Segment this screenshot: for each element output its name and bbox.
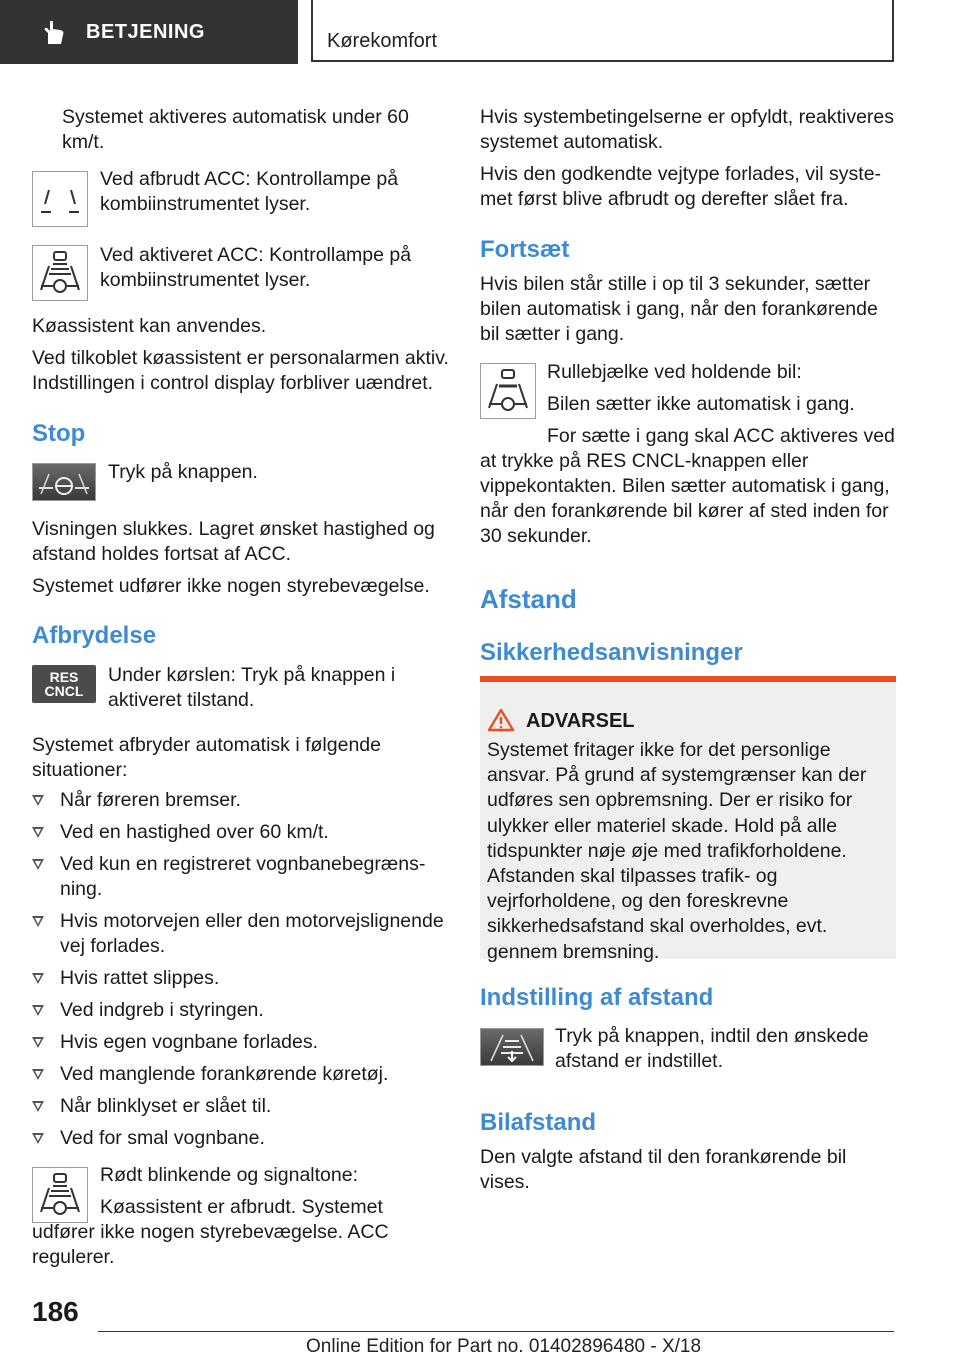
paragraph: Køassistent kan anvendes. <box>32 315 267 337</box>
bullet-triangle-icon <box>32 916 44 927</box>
list-item-text: Hvis rattet slippes. <box>60 967 220 989</box>
list-item-text: Ved for smal vognbane. <box>60 1127 265 1149</box>
bullet-triangle-icon <box>32 973 44 984</box>
paragraph: Bilen sætter ikke automatisk i gang. <box>547 393 855 415</box>
heading-afbrydelse: Afbrydelse <box>32 622 157 649</box>
list-item-text: Hvis motorvejen eller den motorvejslignende vej forlades. <box>60 910 444 957</box>
warning-text: Systemet fritager ikke for det personlige ansvar. På grund af systemgrænser kan der udføres sen opbremsning. Der er risiko for ulykker eller materiel skade. Hold på alle tidspunkter nøje øje med trafikforholdene. Afstanden skal tilpasses trafik- og vejrforholdene, og den foreskrevne sikkerhedsafstand skal overholdes, evt. gennem bremsning. <box>487 739 867 963</box>
bullet-triangle-icon <box>32 1133 44 1144</box>
paragraph: Hvis systembetingelserne er opfyldt, reaktiveres systemet automatisk. <box>480 106 895 153</box>
list-item-text: Ved kun en registreret vognbanebegrænsning. <box>60 853 426 900</box>
heading-indstilling-af-afstand: Indstilling af afstand <box>480 984 714 1011</box>
paragraph: Tryk på knappen. <box>108 461 258 483</box>
heading-afstand: Afstand <box>480 584 577 614</box>
chapter-title: Kørekomfort <box>327 30 438 52</box>
list-item-text: Hvis egen vognbane forlades. <box>60 1031 319 1053</box>
paragraph: Under kørslen: Tryk på knappen i aktiveret tilstand. <box>108 664 396 711</box>
paragraph: Tryk på knappen, indtil den ønskede afstand er indstillet. <box>555 1025 869 1072</box>
paragraph: Visningen slukkes. Lagret ønsket hastighed og afstand holdes fortsat af ACC. <box>32 518 435 565</box>
chapter-tab <box>311 0 894 62</box>
paragraph: Ved afbrudt ACC: Kontrollampe på kombiinstrumentet lyser. <box>100 168 399 215</box>
hand-pointer-icon <box>42 19 66 45</box>
bullet-triangle-icon <box>32 1037 44 1048</box>
paragraph: Systemet afbryder automatisk i følgende situationer: <box>32 734 381 781</box>
bullet-triangle-icon <box>32 827 44 838</box>
warning-title: ADVARSEL <box>526 710 635 732</box>
edition-note: Online Edition for Part no. 01402896480 - X/18 <box>306 1336 702 1357</box>
heading-sikkerhedsanvisninger: Sikkerhedsanvisninger <box>480 639 743 666</box>
footer-divider <box>98 1331 894 1332</box>
paragraph: Systemet udfører ikke nogen styrebevægelse. <box>32 575 430 597</box>
acc-active-lamp-icon <box>32 245 88 301</box>
list-item-text: Når føreren bremser. <box>60 789 241 811</box>
paragraph: Hvis den godkendte vejtype forlades, vil systemet først blive afbrudt og derefter slået fra. <box>480 163 882 210</box>
paragraph: Hvis bilen står stille i op til 3 sekunder, sætter bilen automatisk i gang, når den forankørende bil sætter i gang. <box>480 273 878 345</box>
list-item-text: Når blinklyset er slået til. <box>60 1095 272 1117</box>
bullet-triangle-icon <box>32 795 44 806</box>
section-title: BETJENING <box>86 20 205 43</box>
warning-box <box>480 676 896 963</box>
heading-stop: Stop <box>32 420 86 447</box>
paragraph: Den valgte afstand til den forankørende bil vises. <box>480 1146 847 1193</box>
roll-bar-lamp-icon <box>480 363 536 419</box>
bullet-triangle-icon <box>32 1005 44 1016</box>
paragraph: For sætte i gang skal ACC aktiveres ved at trykke på RES CNCL-knappen eller vippekontakten. Bilen sætter automatisk i gang, når den forankørende bil kører af sted inden for 30 sekunder. <box>480 425 895 547</box>
list-item-text: Ved en hastighed over 60 km/t. <box>60 821 329 843</box>
paragraph: Systemet aktiveres automatisk under 60 km/t. <box>62 106 409 153</box>
bullet-triangle-icon <box>32 1069 44 1080</box>
page-number: 186 <box>32 1296 79 1327</box>
paragraph: Rødt blinkende og signaltone: <box>100 1164 359 1186</box>
distance-button-icon <box>480 1028 544 1066</box>
res-cncl-button-icon <box>32 665 96 703</box>
list-item-text: Ved indgreb i styringen. <box>60 999 264 1021</box>
warning-triangle-icon <box>488 708 514 732</box>
cncl-label: CNCL <box>44 683 84 699</box>
acc-off-lamp-icon <box>32 171 88 227</box>
paragraph: Køassistent er afbrudt. Systemet udfører ikke nogen styrebevægelse. ACC regulerer. <box>32 1196 389 1268</box>
bullet-triangle-icon <box>32 859 44 870</box>
bullet-triangle-icon <box>32 1101 44 1112</box>
list-item-text: Ved manglende forankørende køretøj. <box>60 1063 389 1085</box>
steering-wheel-button-icon <box>32 463 96 501</box>
heading-bilafstand: Bilafstand <box>480 1109 597 1136</box>
res-label: RES <box>49 669 79 685</box>
paragraph: Rullebjælke ved holdende bil: <box>547 361 802 383</box>
section-tab <box>0 0 298 64</box>
heading-fortsaet: Fortsæt <box>480 236 570 263</box>
paragraph: Ved tilkoblet køassistent er personalarmen aktiv. Indstillingen i control display forbliver uændret. <box>32 347 449 394</box>
paragraph: Ved aktiveret ACC: Kontrollampe på kombiinstrumentet lyser. <box>100 244 412 291</box>
